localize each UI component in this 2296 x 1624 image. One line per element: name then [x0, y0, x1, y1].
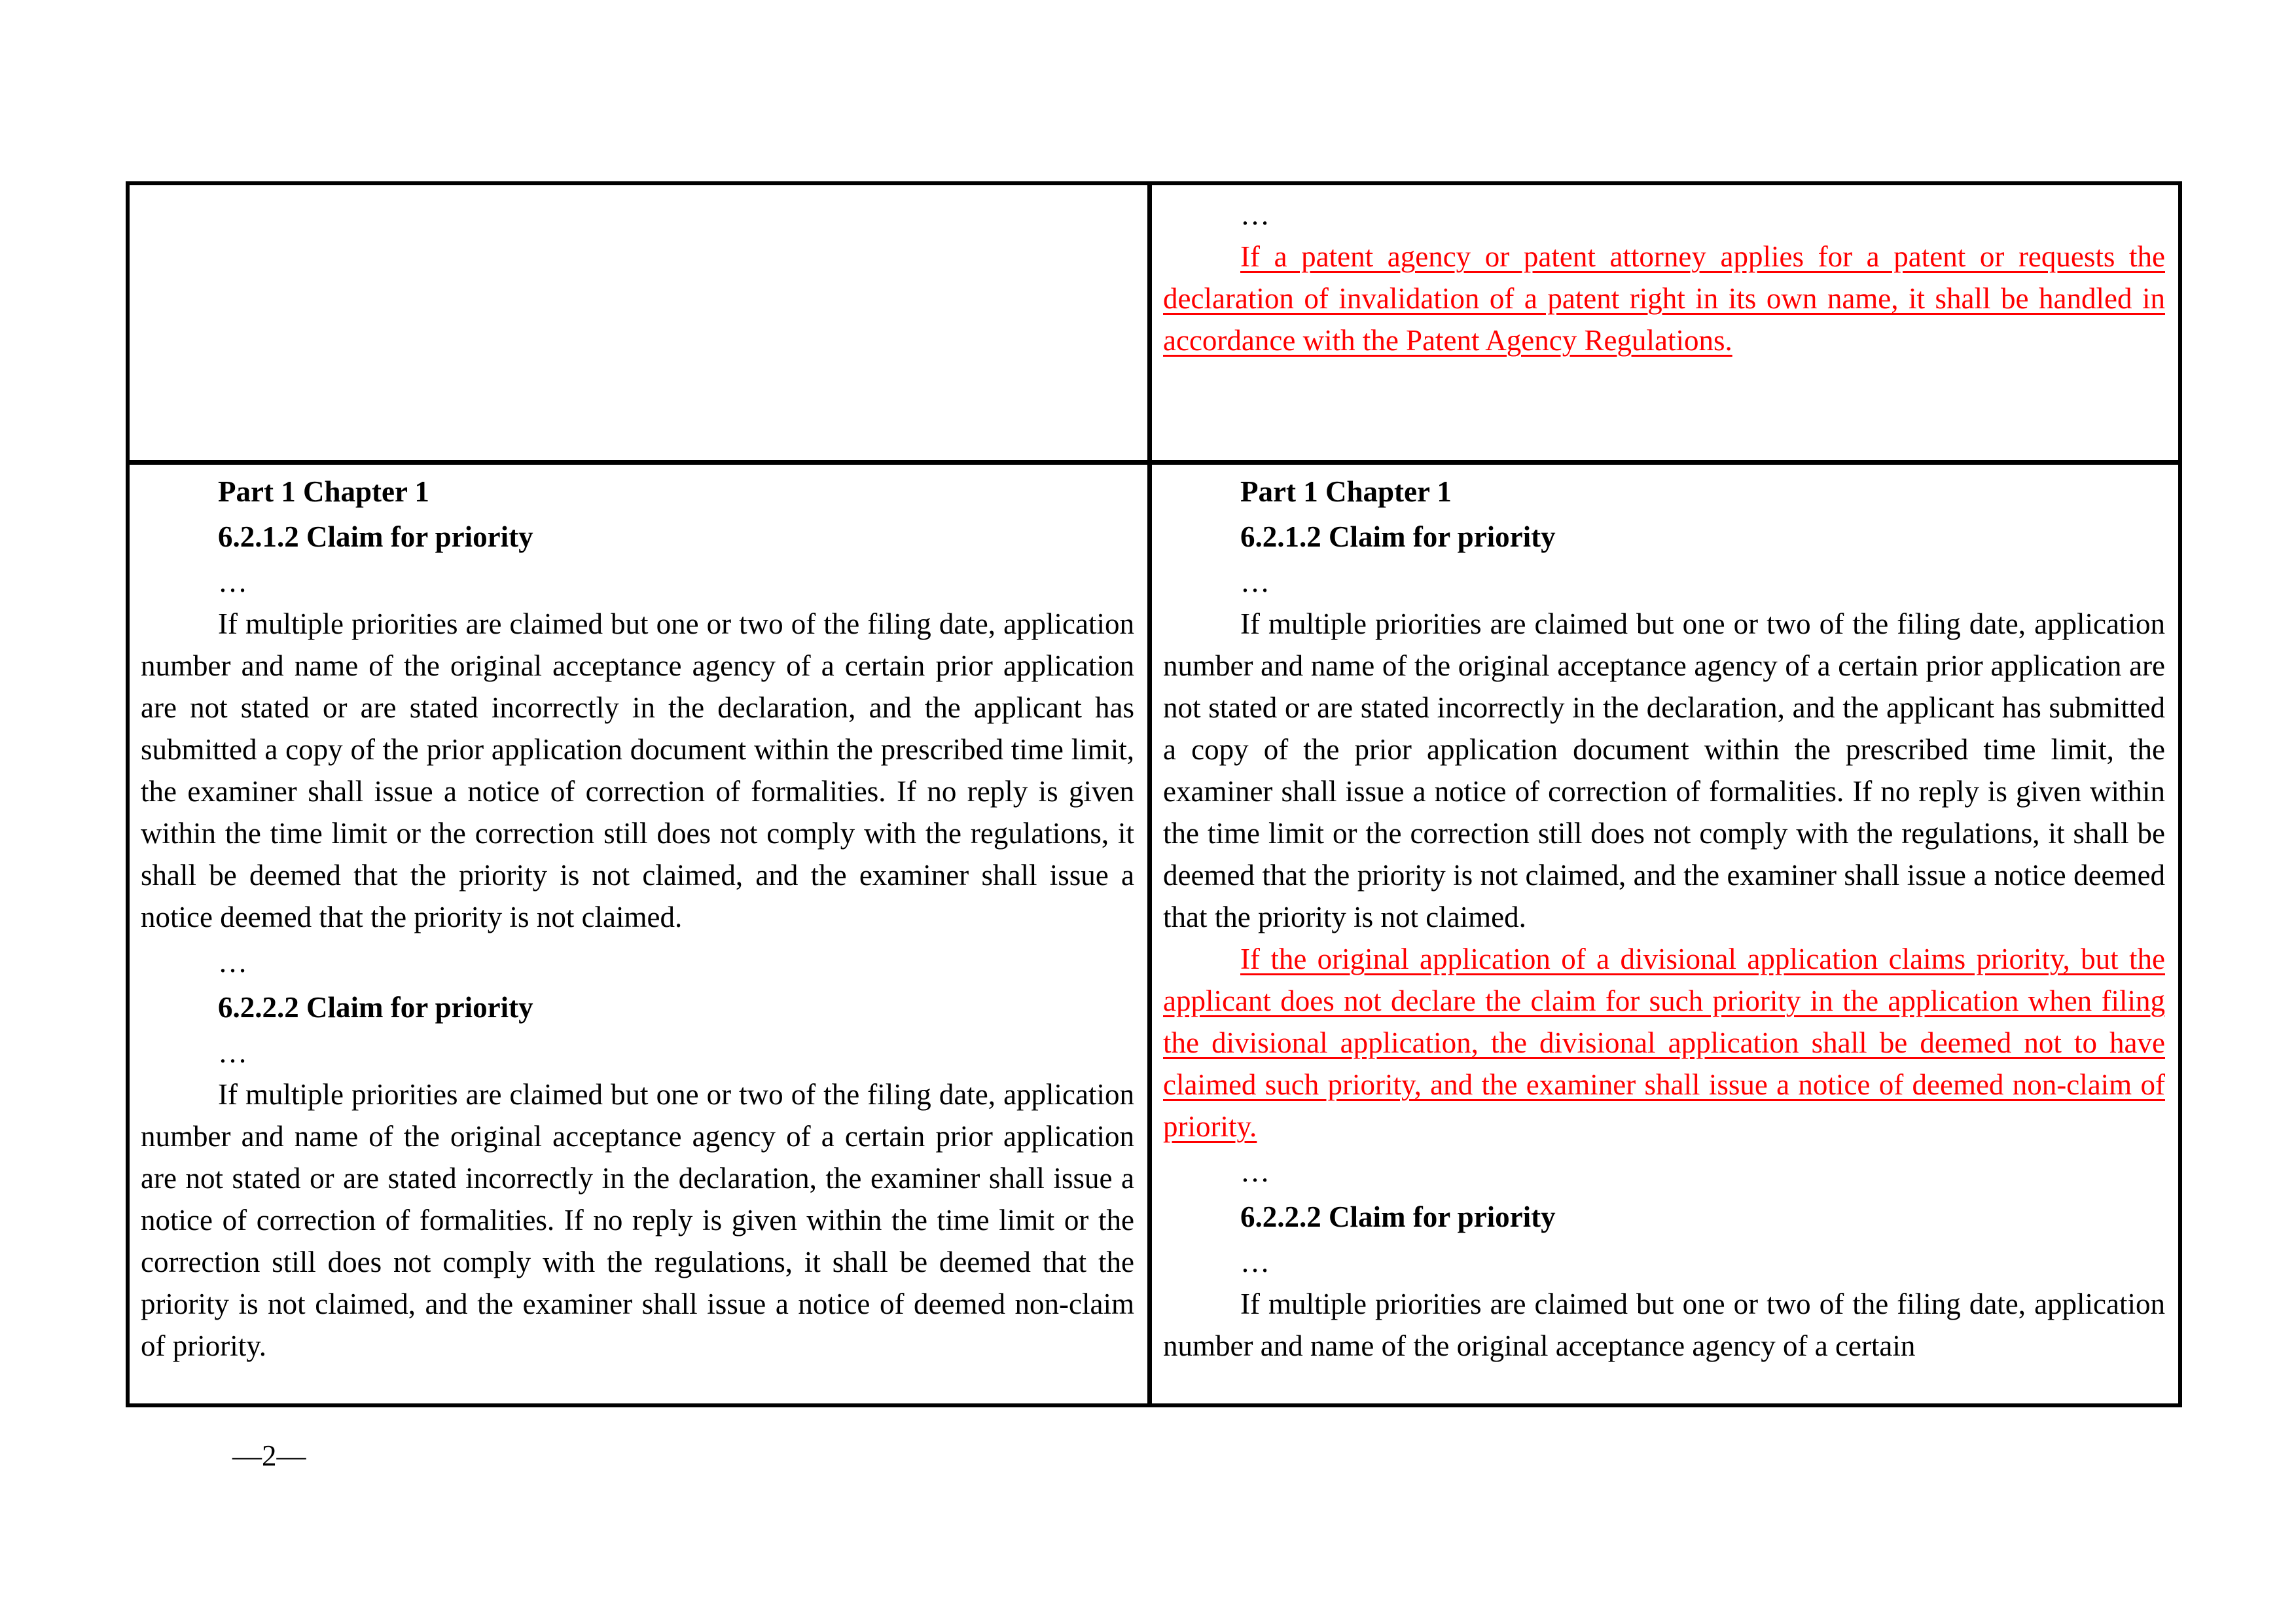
body-paragraph: If multiple priorities are claimed but one or two of the filing date, application number and name of the original acceptance agency of a certain prior application are not stated or are stated incorrectly in the declaration, and the applicant has submitted a copy of the prior application document within the prescribed time limit, the examiner shall issue a notice of correction of formalities. If no reply is given within the time limit or the correction still does not comply with the regulations, it shall be deemed that the priority is not claimed, and the examiner shall issue a notice deemed that the priority is not claimed.: [1163, 607, 2165, 933]
row2-right-cell-revised-text: [1152, 465, 2178, 1403]
row2-left-cell-original-text: [130, 465, 1147, 1403]
ellipsis-line: …: [218, 946, 247, 979]
page-number: —2—: [232, 1439, 306, 1472]
chapter-heading: Part 1 Chapter 1: [218, 475, 429, 508]
section-heading: 6.2.1.2 Claim for priority: [218, 520, 533, 553]
ellipsis-line: …: [218, 566, 247, 598]
ellipsis-line: …: [1240, 1246, 1270, 1278]
table-row-amendment-intro: [130, 185, 2178, 460]
row1-left-cell-empty: [130, 185, 1147, 460]
column-divider: [1147, 465, 1152, 1403]
column-divider: [1147, 185, 1152, 460]
body-paragraph-truncated: If multiple priorities are claimed but one or two of the filing date, application number and name of the original acceptance agency of a certain: [1163, 1288, 2165, 1362]
chapter-heading: Part 1 Chapter 1: [1240, 475, 1452, 508]
section-heading: 6.2.2.2 Claim for priority: [218, 991, 533, 1024]
ellipsis-line: …: [1240, 1155, 1270, 1188]
inserted-red-paragraph: If the original application of a divisional application claims priority, but the applicant does not declare the claim for such priority in the application when filing the divisional application, the divisional application shall be deemed not to have claimed such priority, and the examiner shall issue a notice of deemed non-claim of priority.: [1163, 943, 2165, 1143]
comparison-table: [126, 181, 2182, 1407]
row-divider: [130, 460, 2178, 465]
ellipsis-line: …: [218, 1036, 247, 1069]
body-paragraph: If multiple priorities are claimed but one or two of the filing date, application number and name of the original acceptance agency of a certain prior application are not stated or are stated incorrectly in the declaration, and the applicant has submitted a copy of the prior application document within the prescribed time limit, the examiner shall issue a notice of correction of formalities. If no reply is given within the time limit or the correction still does not comply with the regulations, it shall be deemed that the priority is not claimed, and the examiner shall issue a notice deemed that the priority is not claimed.: [141, 607, 1134, 933]
inserted-red-paragraph: If a patent agency or patent attorney applies for a patent or requests the declaration of invalidation of a patent right in its own name, it shall be handled in accordance with the Patent Agency Regulations.: [1163, 240, 2165, 357]
row1-right-cell: [1152, 185, 2178, 460]
ellipsis-line: …: [1240, 198, 1270, 231]
section-heading: 6.2.1.2 Claim for priority: [1240, 520, 1556, 553]
body-paragraph: If multiple priorities are claimed but one or two of the filing date, application number and name of the original acceptance agency of a certain prior application are not stated or are stated incorrectly in the declaration, the examiner shall issue a notice of correction of formalities. If no reply is given within the time limit or the correction still does not comply with the regulations, it shall be deemed that the priority is not claimed, and the examiner shall issue a notice of deemed non-claim of priority.: [141, 1078, 1134, 1362]
ellipsis-line: …: [1240, 566, 1270, 598]
table-row-claim-priority: [130, 465, 2178, 1403]
section-heading: 6.2.2.2 Claim for priority: [1240, 1200, 1556, 1233]
